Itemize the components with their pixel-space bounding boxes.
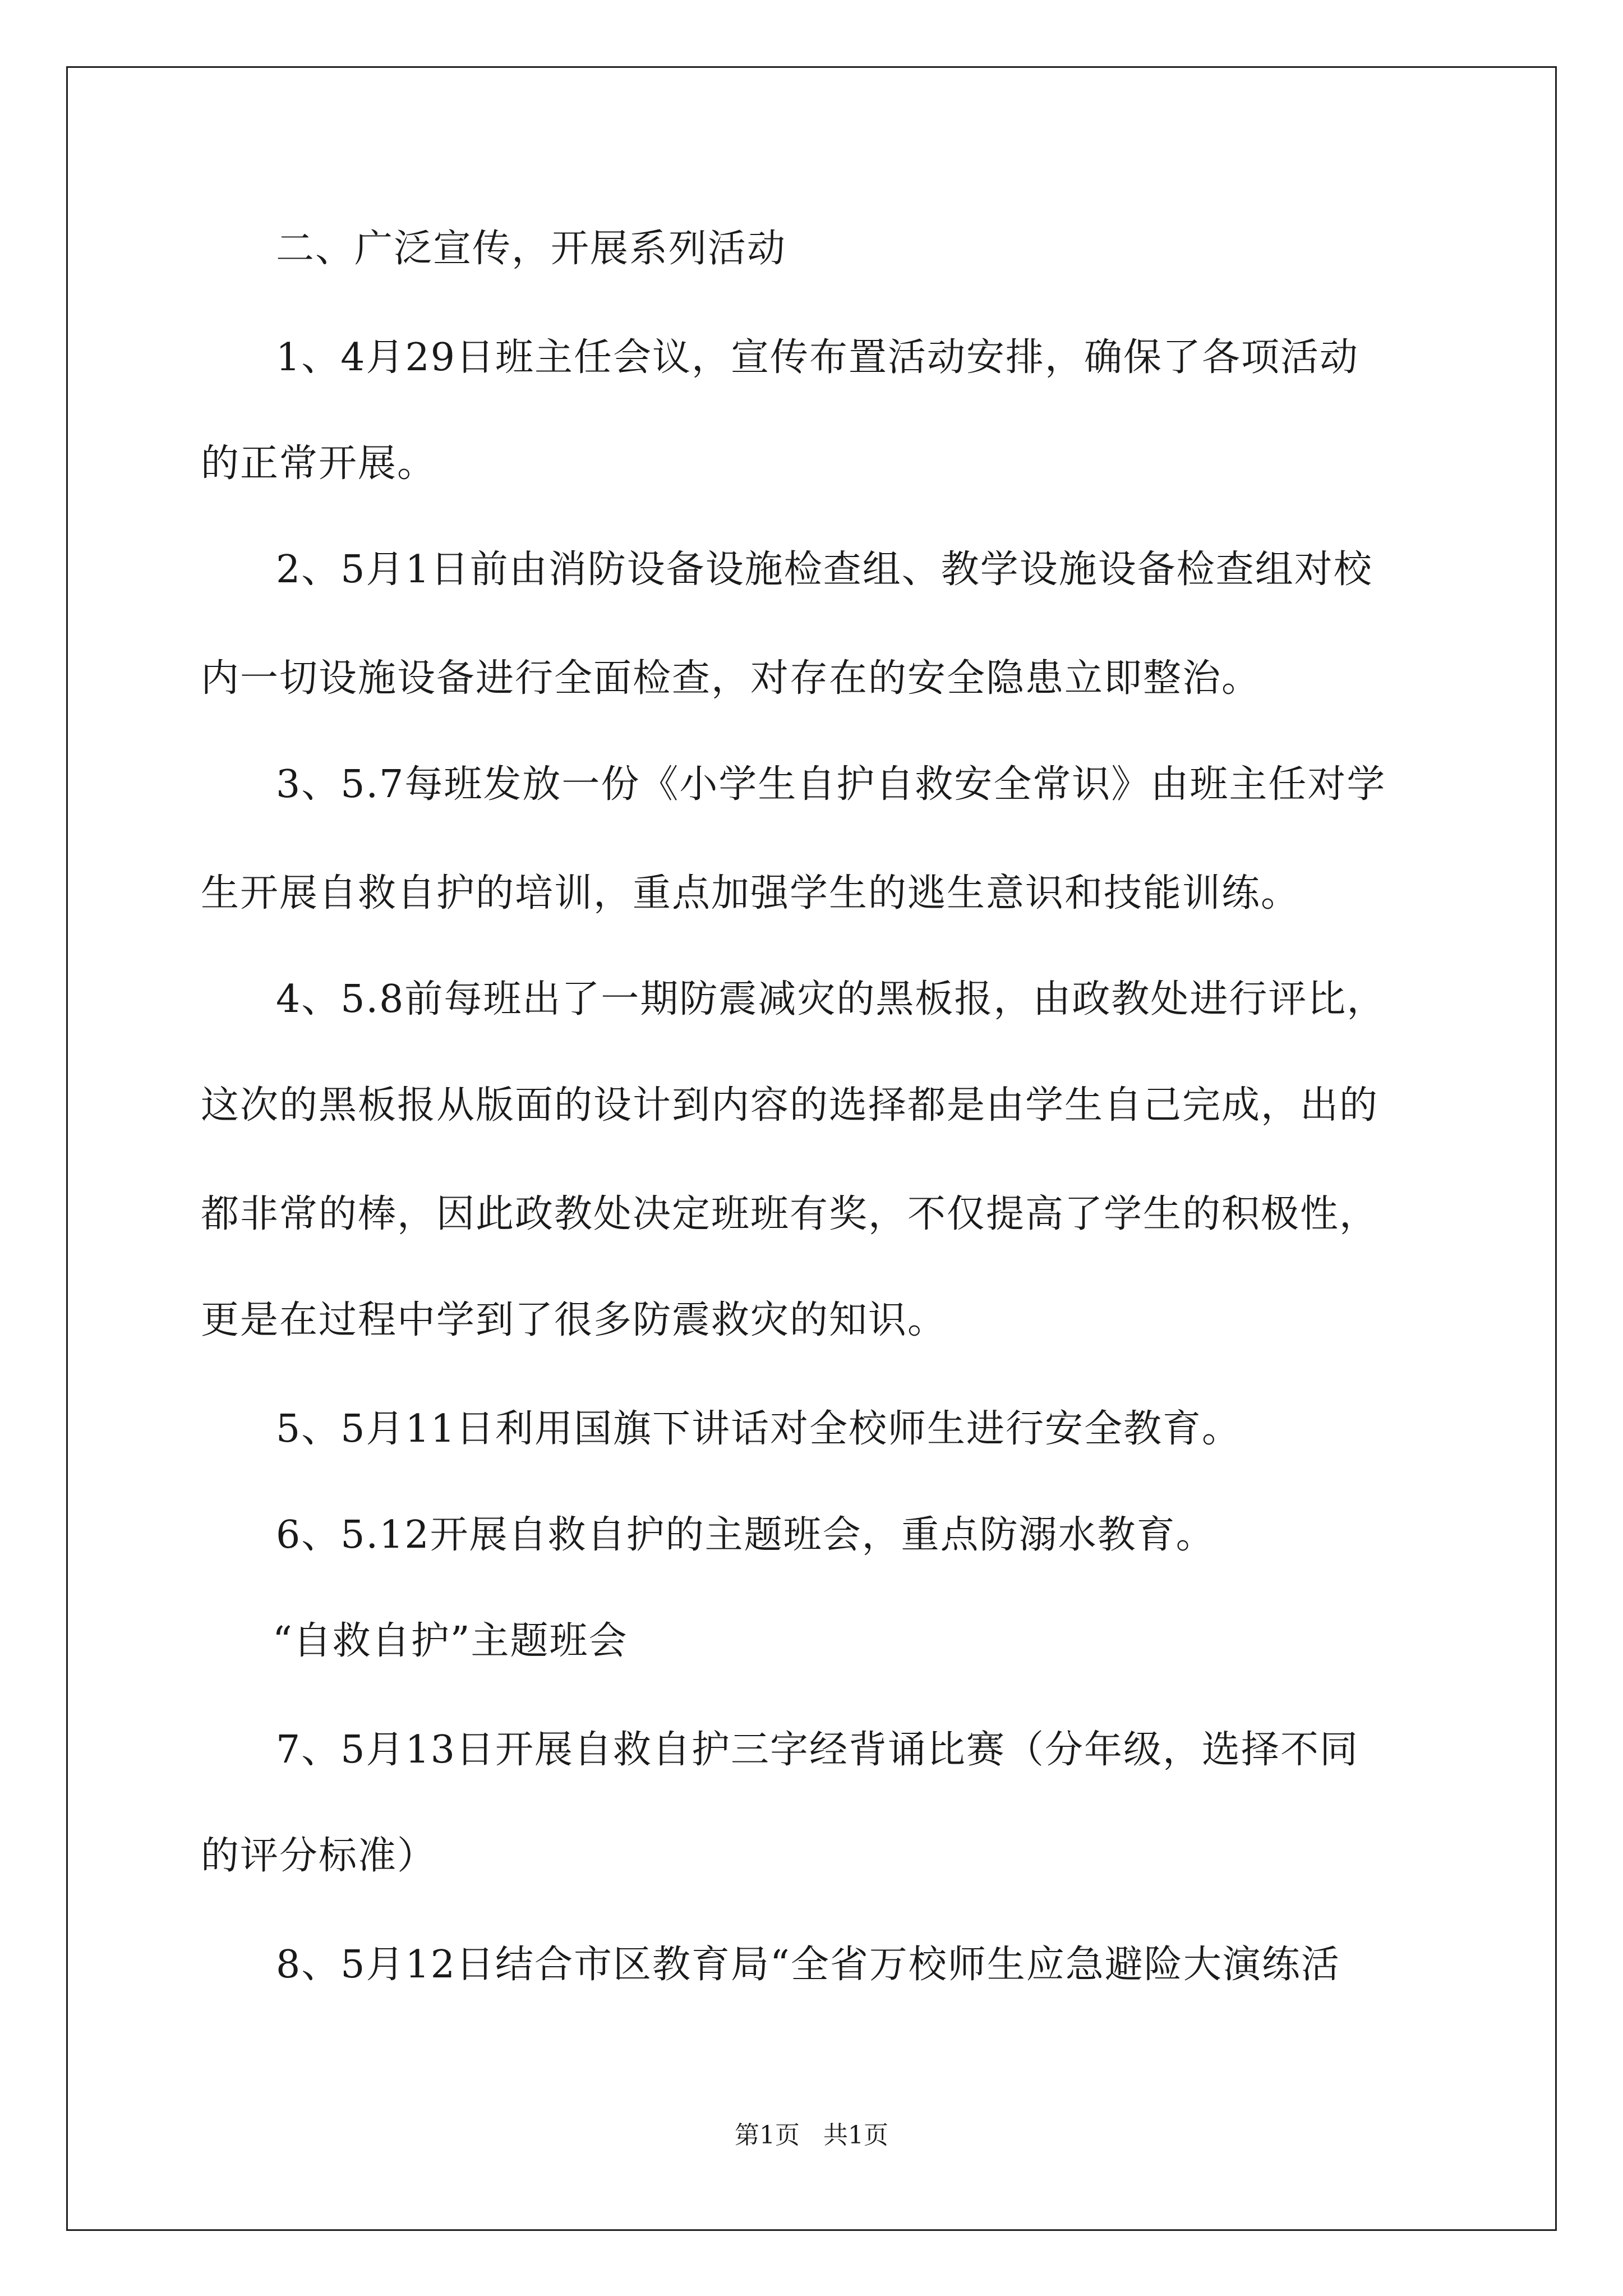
paragraph-line: 4、5.8前每班出了一期防震减灾的黑板报，由政教处进行评比， — [276, 977, 1386, 1022]
paragraph-line: 生开展自救自护的培训，重点加强学生的逃生意识和技能训练。 — [201, 871, 1301, 915]
section-heading: 二、广泛宣传，开展系列活动 — [276, 227, 787, 271]
paragraph-line: 的正常开展。 — [201, 441, 437, 486]
paragraph-line: 这次的黑板报从版面的设计到内容的选择都是由学生自己完成，出的 — [201, 1083, 1379, 1128]
paragraph-line: 3、5.7每班发放一份《小学生自护自救安全常识》由班主任对学 — [276, 762, 1386, 807]
paragraph-line: 8、5月12日结合市区教育局“全省万校师生应急避险大演练活 — [276, 1943, 1340, 1987]
paragraph-line: 的评分标准） — [201, 1834, 437, 1878]
paragraph-line: 都非常的棒，因此政教处决定班班有奖，不仅提高了学生的积极性， — [201, 1192, 1379, 1236]
paragraph-line: 1、4月29日班主任会议，宣传布置活动安排，确保了各项活动 — [276, 335, 1359, 380]
subheading-line: “自救自护”主题班会 — [273, 1619, 628, 1663]
page-border — [66, 66, 1557, 2231]
paragraph-line: 更是在过程中学到了很多防震救灾的知识。 — [201, 1298, 947, 1342]
page-footer: 第1页 共1页 — [735, 2121, 888, 2150]
paragraph-line: 内一切设施设备进行全面检查，对存在的安全隐患立即整治。 — [201, 656, 1261, 701]
paragraph-line: 7、5月13日开展自救自护三字经背诵比赛（分年级，选择不同 — [276, 1728, 1359, 1772]
paragraph-line: 5、5月11日利用国旗下讲话对全校师生进行安全教育。 — [276, 1407, 1242, 1451]
paragraph-line: 2、5月1日前由消防设备设施检查组、教学设施设备检查组对校 — [276, 547, 1373, 592]
paragraph-line: 6、5.12开展自救自护的主题班会，重点防溺水教育。 — [276, 1513, 1215, 1557]
